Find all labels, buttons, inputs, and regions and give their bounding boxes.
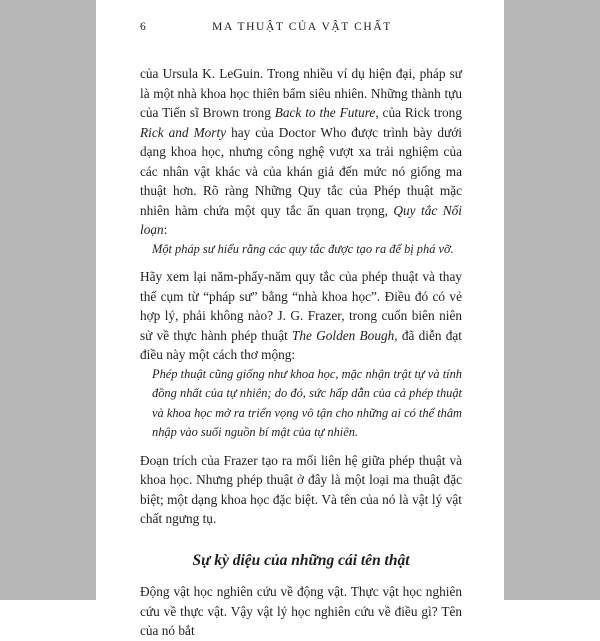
running-header [140, 21, 464, 39]
quote-2: Phép thuật cũng giống như khoa học, mặc nhận trật tự và tính đồng nhất của tự nhiên; do đó, sức hấp dẫn của cả phép thuật và khoa học mở ra triển vọng vô tận cho những ai có thể thâm nhập vào suối nguồn bí mật của tự nhiên. [152, 366, 462, 439]
quote-1: Một pháp sư hiểu rằng các quy tắc được tạo ra để bị phá vỡ. [152, 241, 454, 256]
rule-of-rebellion: Quy tắc Nổi loạn [140, 202, 462, 237]
page-body [140, 64, 462, 641]
title-back-to-the-future: Back to the Future [274, 105, 376, 120]
paragraph-1-text-g: : [163, 222, 168, 237]
title-rick-and-morty: Rick and Morty [140, 124, 227, 140]
paragraph-2-text-c: , đã diễn đạt điều này một cách thơ mộng: [140, 327, 462, 362]
page-margin-right [504, 0, 600, 600]
book-page [96, 0, 504, 638]
page-number: 6 [140, 21, 146, 33]
paragraph-4: Động vật học nghiên cứu về động vật. Thực vật học nghiên cứu về thực vật. Vậy vật lý học nghiên cứu về điều gì? Tên của nó bắt [140, 584, 462, 638]
section-heading: Sự kỳ diệu của những cái tên thật [192, 551, 410, 569]
paragraph-1-text-a: của Ursula K. LeGuin. Trong nhiều ví dụ hiện đại, pháp sư là một nhà khoa học thiên bẩm siêu nhiên. Những thành tựu của Tiến sĩ Brown trong [140, 66, 462, 120]
page-margin-left [0, 0, 96, 600]
title-golden-bough: The Golden Bough [292, 327, 395, 343]
paragraph-2 [140, 267, 462, 365]
paragraph-2-text-a: Hãy xem lại năm-phẩy-năm quy tắc của phép thuật và thay thế cụm từ “pháp sư” bằng “nhà khoa học”. Điều đó có vẻ hợp lý, phải không nào? J. G. Frazer, trong cuốn biên niên sử về thực hành phép thuật [140, 269, 462, 343]
paragraph-1 [140, 64, 462, 240]
chapter-title: MA THUẬT CỦA VẬT CHẤT [212, 21, 392, 33]
paragraph-1-text-e: hay của Doctor Who được trình bày dưới dạng khoa học, nhưng công nghệ vượt xa trải nghiệm của các nhân vật khác và của khán giả đến mức nó giống ma thuật hơn. Rõ ràng Những Quy tắc của Phép thuật mặc nhiên hàm chứa một quy tắc ẩn quan trọng, [140, 124, 462, 218]
paragraph-1-text-c: , của Rick trong [375, 105, 462, 120]
paragraph-3: Đoạn trích của Frazer tạo ra mối liên hệ giữa phép thuật và khoa học. Nhưng phép thuật ở đây là một loại ma thuật đặc biệt; một dạng khoa học đặc biệt. Và tên của nó là vật lý vật chất ngưng tụ. [140, 452, 462, 526]
